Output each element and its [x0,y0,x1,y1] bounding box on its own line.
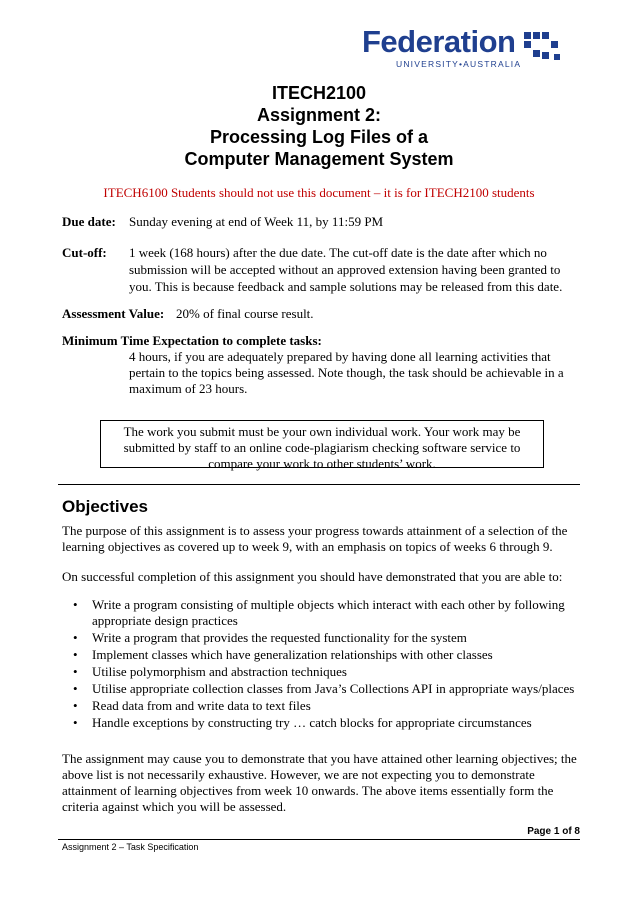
bullet-icon: • [73,681,78,696]
bullet-icon: • [73,664,78,679]
course-code: ITECH2100 [271,83,367,103]
bullet-icon: • [73,698,78,713]
bullet-icon: • [73,597,78,612]
cutoff-line2: submission will be accepted without an approved extension having been granted to [129,262,561,277]
notice-line3: compare your work to other students’ work. [208,456,436,471]
list-item-text: Write a program consisting of multiple objects which interact with each other by following [92,597,565,612]
closing-para-line1: The assignment may cause you to demonstrate that you have attained other learning objectives; the [62,751,577,766]
university-logo [362,24,574,72]
footer-document-title: Assignment 2 – Task Specification [62,842,199,852]
list-item-text: Utilise polymorphism and abstraction techniques [92,664,347,679]
list-item [62,664,582,680]
list-item-text-cont: appropriate design practices [92,613,238,628]
assignment-title-line2: Computer Management System [184,149,454,169]
bullet-icon: • [73,647,78,662]
closing-para-line2: above list is not necessarily exhaustive. However, we are not expecting you to demonstrate [62,767,535,782]
due-date-value: Sunday evening at end of Week 11, by 11:59 PM [129,214,384,229]
list-item [62,630,582,646]
assessment-label: Assessment Value: [62,306,165,321]
assignment-number: Assignment 2: [256,105,382,125]
list-item-text: Implement classes which have generalization relationships with other classes [92,647,493,662]
objectives-lead-in: On successful completion of this assignment you should have demonstrated that you are able to: [62,569,563,584]
list-item-text: Write a program that provides the requested functionality for the system [92,630,467,645]
page-number: Page 1 of 8 [527,826,580,837]
list-item [62,698,582,714]
warning-notice: ITECH6100 Students should not use this document – it is for ITECH2100 students [103,185,535,200]
closing-para-line4: criteria against which you will be assessed. [62,799,287,814]
due-date-label: Due date: [62,214,116,229]
objectives-list [62,597,582,732]
min-time-line2: pertain to the topics being assessed. Note though, the task should be achievable in a [129,365,564,380]
list-item-text: Utilise appropriate collection classes from Java’s Collections API in appropriate ways/places [92,681,575,696]
plagiarism-notice-box [100,420,544,471]
footer-divider [58,839,580,840]
logo-subtitle: UNIVERSITY•AUSTRALIA [396,59,522,69]
list-item [62,647,582,663]
list-item [62,715,582,731]
list-item-text: Read data from and write data to text files [92,698,311,713]
notice-line2: submitted by staff to an online code-plagiarism checking software service to [123,440,521,455]
closing-para-line3: attainment of learning objectives from week 10 onwards. The above items essentially form the [62,783,554,798]
min-time-line3: maximum of 23 hours. [129,381,248,396]
section-divider [58,484,580,485]
notice-line1: The work you submit must be your own individual work. Your work may be [123,424,521,439]
assessment-value: 20% of final course result. [176,306,314,321]
logo-wordmark: Federation [362,24,516,59]
cutoff-label: Cut-off: [62,245,107,260]
list-item-text: Handle exceptions by constructing try … catch blocks for appropriate circumstances [92,715,532,730]
list-item [62,597,582,629]
bullet-icon: • [73,715,78,730]
list-item [62,681,582,697]
cutoff-line1: 1 week (168 hours) after the due date. The cut-off date is the date after which no [129,245,547,260]
min-time-line1: 4 hours, if you are adequately prepared by having done all learning activities that [129,349,551,364]
objectives-intro-line1: The purpose of this assignment is to assess your progress towards attainment of a selection of the [62,523,568,538]
southern-cross-icon [522,30,564,64]
objectives-intro-line2: learning objectives as covered up to week 9, with an emphasis on topics of weeks 6 through 9. [62,539,553,554]
assignment-title-line1: Processing Log Files of a [209,127,429,147]
bullet-icon: • [73,630,78,645]
objectives-heading: Objectives [62,497,148,516]
cutoff-line3: you. This is because feedback and sample solutions may be released from this date. [129,279,563,294]
min-time-label: Minimum Time Expectation to complete tasks: [62,333,322,348]
